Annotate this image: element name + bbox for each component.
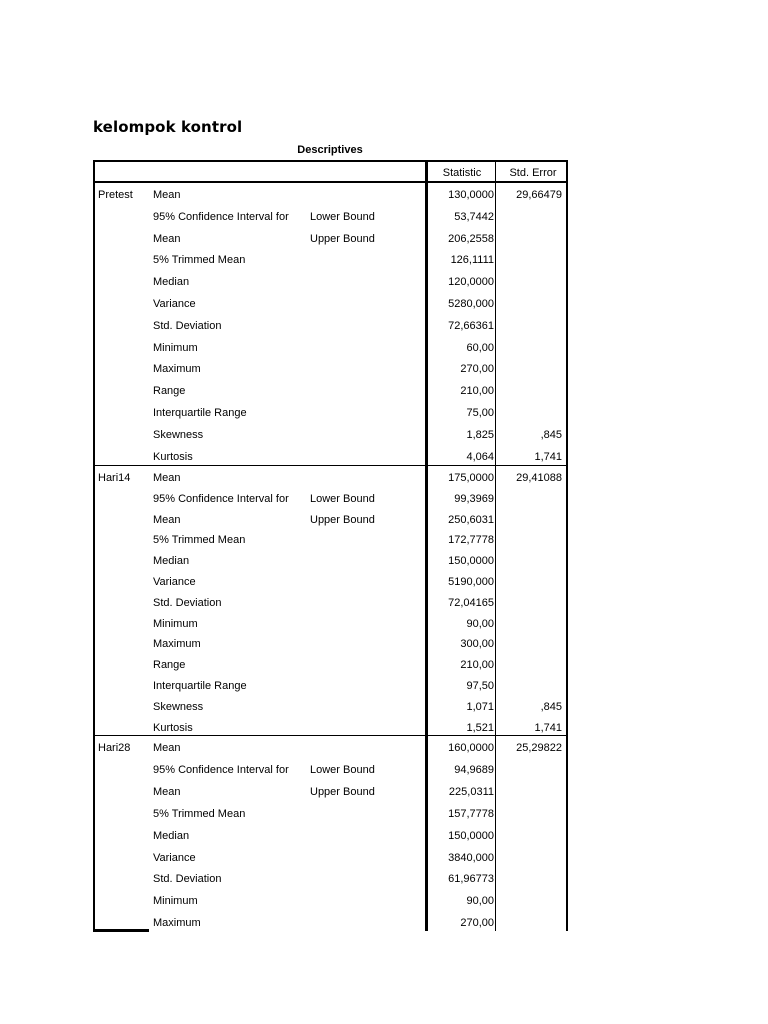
std-error-column-header: Std. Error [509,167,557,179]
statistic-value: 172,7778 [448,534,494,547]
row-label: Interquartile Range [153,680,247,692]
table-row [93,868,568,890]
table-row [93,592,568,614]
row-label: Std. Deviation [153,596,222,609]
table-row [93,696,568,718]
table-row [93,467,568,489]
table-row [93,315,568,337]
bound-label: Lower Bound [310,210,375,223]
row-label: Median [153,276,190,289]
row-label: Interquartile Range [153,407,247,419]
table-row [93,890,568,912]
statistic-value: 72,66361 [448,319,494,332]
table-row [93,358,568,380]
statistic-value: 60,00 [466,341,494,354]
group-divider [93,735,568,736]
row-label: Maximum [153,363,201,376]
row-label: 5% Trimmed Mean [153,807,246,820]
bound-label: Upper Bound [310,513,375,526]
group-label: Pretest [98,189,133,201]
row-label: Range [153,659,186,672]
statistic-value: 270,00 [460,917,494,930]
table-row [93,509,568,531]
std-error-value: 1,741 [534,450,562,463]
row-label: Minimum [153,895,198,908]
table-left-border [93,160,95,931]
row-label: 95% Confidence Interval for [153,763,289,776]
statistic-value: 270,00 [460,363,494,376]
row-label: Kurtosis [153,450,193,463]
table-row [93,550,568,572]
table-row [93,613,568,635]
table-right-border [566,160,568,931]
statistic-value: 130,0000 [448,189,494,201]
row-label: Range [153,385,186,398]
table-row [93,847,568,869]
table-row [93,781,568,803]
table-row [93,271,568,293]
statistic-value: 1,071 [466,700,494,713]
table-row [93,337,568,359]
statistic-value: 250,6031 [448,513,494,526]
row-label: Mean [153,232,181,245]
std-error-value: ,845 [540,428,562,441]
statistic-value: 72,04165 [448,596,494,609]
page-heading: kelompok kontrol [93,118,243,136]
row-label: Std. Deviation [153,873,222,886]
table-row [93,293,568,315]
statistic-value: 120,0000 [448,276,494,289]
statistic-value: 90,00 [466,617,494,630]
row-label: Mean [153,742,181,754]
row-label: Variance [153,298,196,310]
row-label: Variance [153,851,196,864]
statistic-value: 1,521 [466,721,494,734]
std-error-value: 25,29822 [516,742,562,754]
table-row [93,675,568,697]
table-row [93,380,568,402]
row-label: Skewness [153,700,204,713]
table-bottom-stub [93,929,149,932]
row-label: 5% Trimmed Mean [153,534,246,547]
table-caption: Descriptives [297,144,363,156]
bound-label: Upper Bound [310,785,375,798]
statistic-value: 75,00 [466,407,494,419]
statistic-value: 53,7442 [454,210,494,223]
row-header-divider [425,160,428,931]
table-row [93,424,568,446]
table-row [93,571,568,593]
header-bottom-rule [93,181,568,183]
row-label: Mean [153,785,181,798]
bound-label: Lower Bound [310,763,375,776]
statistic-value: 210,00 [460,385,494,398]
std-error-value: 29,66479 [516,189,562,201]
row-label: Variance [153,576,196,588]
std-error-value: ,845 [540,700,562,713]
bound-label: Upper Bound [310,232,375,245]
statistic-value: 160,0000 [448,742,494,754]
table-row [93,825,568,847]
group-label: Hari14 [98,472,131,484]
group-label: Hari28 [98,742,131,754]
statistic-value: 99,3969 [454,492,494,505]
row-label: Kurtosis [153,721,193,734]
table-row [93,402,568,424]
row-label: Skewness [153,428,204,441]
table-row [93,206,568,228]
row-label: Median [153,555,190,568]
row-label: Maximum [153,917,201,930]
table-row [93,529,568,551]
row-label: Mean [153,189,181,201]
statistic-value: 3840,000 [448,851,494,864]
statistic-value: 225,0311 [448,785,494,798]
row-label: Mean [153,472,181,484]
statistic-value: 94,9689 [454,763,494,776]
row-label: Maximum [153,638,201,651]
statistic-value: 90,00 [466,895,494,908]
table-row [93,249,568,271]
row-label: 95% Confidence Interval for [153,492,289,505]
std-error-value: 1,741 [534,721,562,734]
row-label: Median [153,829,190,842]
statistic-value: 5280,000 [448,298,494,310]
statistic-column-header: Statistic [442,167,482,179]
row-label: 5% Trimmed Mean [153,254,246,267]
table-row [93,184,568,206]
group-divider [93,465,568,466]
statistic-value: 97,50 [466,680,494,692]
std-error-value: 29,41088 [516,472,562,484]
statistic-value: 210,00 [460,659,494,672]
row-label: 95% Confidence Interval for [153,210,289,223]
descriptives-table [93,160,568,931]
table-row [93,654,568,676]
row-label: Mean [153,513,181,526]
table-row [93,737,568,759]
statistic-value: 4,064 [466,450,494,463]
statistic-value: 126,1111 [450,254,494,267]
statistic-value: 150,0000 [448,829,494,842]
statistic-value: 61,96773 [448,873,494,886]
table-row [93,912,568,934]
row-label: Minimum [153,617,198,630]
table-row [93,759,568,781]
row-label: Std. Deviation [153,319,222,332]
statistic-value: 206,2558 [448,232,494,245]
statistic-column-divider [495,160,496,931]
table-row [93,803,568,825]
table-row [93,228,568,250]
statistic-value: 5190,000 [448,576,494,588]
row-label: Minimum [153,341,198,354]
statistic-value: 175,0000 [448,472,494,484]
statistic-value: 300,00 [460,638,494,651]
table-top-border [93,160,568,162]
statistic-value: 150,0000 [448,555,494,568]
table-row [93,633,568,655]
table-header-row [93,160,568,182]
table-row [93,488,568,510]
statistic-value: 157,7778 [448,807,494,820]
bound-label: Lower Bound [310,492,375,505]
statistic-value: 1,825 [466,428,494,441]
